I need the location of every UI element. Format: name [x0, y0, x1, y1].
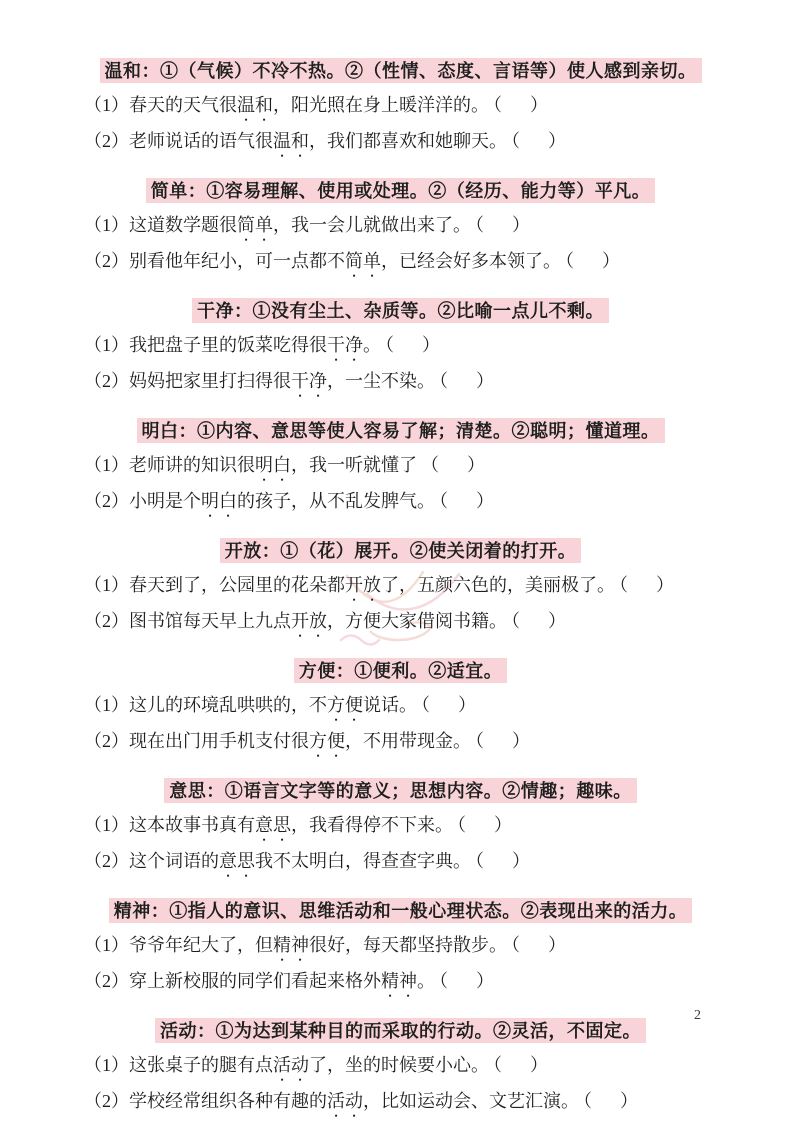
answer-blank: （ ） [421, 455, 490, 475]
sentence-text: 我把盘子里的饭菜吃得很 [129, 335, 327, 355]
sentence-text: 别看他年纪小，可一点都不 [129, 251, 345, 271]
emphasized-word: 干净 [327, 335, 363, 355]
sentence-line [84, 1049, 717, 1085]
sentence-line [84, 809, 717, 845]
answer-blank: （ ） [457, 815, 517, 835]
emphasized-word: 意思 [219, 851, 255, 871]
sentence-number: （1） [84, 935, 129, 955]
answer-blank: （ ） [511, 611, 571, 631]
sections-container [84, 57, 717, 1122]
answer-blank: （ ） [511, 131, 571, 151]
sentence-text: 小明是个 [129, 491, 201, 511]
sentence-text: 了，五颜六色的，美丽极了。 [381, 575, 615, 595]
definition-header-row [84, 537, 717, 567]
emphasized-word: 活动 [273, 1055, 309, 1075]
sentence-text: 学校经常组织各种有趣的 [129, 1091, 327, 1111]
word-section [84, 537, 717, 641]
sentence-number: （1） [84, 215, 129, 235]
sentence-text: 现在出门用手机支付很 [129, 731, 309, 751]
word-section [84, 1017, 717, 1121]
answer-blank: （ ） [475, 851, 535, 871]
word-section [84, 777, 717, 881]
emphasized-word: 精神 [273, 935, 309, 955]
word-section [84, 897, 717, 1001]
answer-blank: （ ） [439, 971, 499, 991]
definition-header-row [84, 417, 717, 447]
answer-blank: （ ） [421, 695, 481, 715]
sentence-line [84, 245, 717, 281]
sentence-text: 很好，每天都坚持散步。 [309, 935, 507, 955]
answer-blank: （ ） [565, 251, 625, 271]
sentence-number: （1） [84, 815, 129, 835]
definition-header-row [84, 657, 717, 687]
word-section [84, 417, 717, 521]
sentence-line [84, 329, 717, 365]
sentence-number: （2） [84, 611, 129, 631]
sentence-text: 这个词语的 [129, 851, 219, 871]
definition-header: 精神：①指人的意识、思维活动和一般心理状态。②表现出来的活力。 [109, 898, 693, 923]
sentence-text: ，我一听就懂了 [291, 455, 417, 475]
answer-blank: （ ） [493, 95, 553, 115]
answer-blank: （ ） [475, 731, 535, 751]
sentence-text: ，一尘不染。 [327, 371, 435, 391]
word-section [84, 657, 717, 761]
definition-header-row [84, 57, 717, 87]
sentence-number: （1） [84, 1055, 129, 1075]
definition-header-row [84, 897, 717, 927]
sentence-text: 这本故事书真有 [129, 815, 255, 835]
sentence-line [84, 569, 717, 605]
sentence-text: 我不太明白，得查查字典。 [255, 851, 471, 871]
emphasized-word: 明白 [255, 455, 291, 475]
sentence-number: （1） [84, 335, 129, 355]
emphasized-word: 干净 [291, 371, 327, 391]
sentence-text: 这道数学题很 [129, 215, 237, 235]
emphasized-word: 简单 [345, 251, 381, 271]
emphasized-word: 简单 [237, 215, 273, 235]
page-number: 2 [694, 1008, 701, 1023]
sentence-number: （2） [84, 491, 129, 511]
sentence-text: ，不用带现金。 [345, 731, 471, 751]
sentence-line [84, 725, 717, 761]
sentence-number: （2） [84, 851, 129, 871]
word-section [84, 57, 717, 161]
sentence-number: （2） [84, 731, 129, 751]
sentence-text: 。 [417, 971, 435, 991]
sentence-text: ，比如运动会、文艺汇演。 [363, 1091, 579, 1111]
answer-blank: （ ） [439, 491, 499, 511]
emphasized-word: 明白 [201, 491, 237, 511]
sentence-text: ，我看得停不下来。 [291, 815, 453, 835]
sentence-text: 妈妈把家里打扫得很 [129, 371, 291, 391]
sentence-text: 这儿的环境乱哄哄的，不 [129, 695, 327, 715]
answer-blank: （ ） [619, 575, 679, 595]
sentence-number: （2） [84, 251, 129, 271]
definition-header: 干净：①没有尘土、杂质等。②比喻一点儿不剩。 [192, 298, 609, 323]
sentence-number: （2） [84, 1091, 129, 1111]
definition-header: 简单：①容易理解、使用或处理。②（经历、能力等）平凡。 [146, 178, 656, 203]
definition-header: 开放：①（花）展开。②使关闭着的打开。 [220, 538, 582, 563]
emphasized-word: 温和 [273, 131, 309, 151]
sentence-text: ，已经会好多本领了。 [381, 251, 561, 271]
definition-header: 意思：①语言文字等的意义；思想内容。②情趣；趣味。 [164, 778, 637, 803]
emphasized-word: 开放 [291, 611, 327, 631]
sentence-number: （1） [84, 575, 129, 595]
emphasized-word: 开放 [345, 575, 381, 595]
sentence-text: 的孩子，从不乱发脾气。 [237, 491, 435, 511]
definition-header-row [84, 777, 717, 807]
answer-blank: （ ） [475, 215, 535, 235]
sentence-number: （1） [84, 695, 129, 715]
emphasized-word: 精神 [381, 971, 417, 991]
sentence-line [84, 965, 717, 1001]
sentence-line [84, 89, 717, 125]
word-section [84, 177, 717, 281]
emphasized-word: 温和 [237, 95, 273, 115]
answer-blank: （ ） [385, 335, 445, 355]
definition-header-row [84, 1017, 717, 1047]
sentence-line [84, 485, 717, 521]
sentence-number: （2） [84, 371, 129, 391]
answer-blank: （ ） [583, 1091, 643, 1111]
sentence-text: 图书馆每天早上九点 [129, 611, 291, 631]
sentence-line [84, 605, 717, 641]
emphasized-word: 意思 [255, 815, 291, 835]
definition-header: 方便：①便利。②适宜。 [294, 658, 508, 683]
sentence-text: ，我一会儿就做出来了。 [273, 215, 471, 235]
sentence-text: 这张桌子的腿有点 [129, 1055, 273, 1075]
emphasized-word: 活动 [327, 1091, 363, 1111]
sentence-line [84, 845, 717, 881]
emphasized-word: 方便 [309, 731, 345, 751]
emphasized-word: 方便 [327, 695, 363, 715]
sentence-text: 穿上新校服的同学们看起来格外 [129, 971, 381, 991]
sentence-text: 了，坐的时候要小心。 [309, 1055, 489, 1075]
sentence-line [84, 365, 717, 401]
sentence-text: ，我们都喜欢和她聊天。 [309, 131, 507, 151]
definition-header: 活动：①为达到某种目的而采取的行动。②灵活，不固定。 [155, 1018, 646, 1043]
sentence-number: （2） [84, 971, 129, 991]
sentence-text: 爷爷年纪大了，但 [129, 935, 273, 955]
definition-header: 明白：①内容、意思等使人容易了解；清楚。②聪明；懂道理。 [137, 418, 665, 443]
answer-blank: （ ） [493, 1055, 553, 1075]
sentence-line [84, 929, 717, 965]
sentence-line [84, 125, 717, 161]
sentence-text: 老师讲的知识很 [129, 455, 255, 475]
sentence-text: ，阳光照在身上暖洋洋的。 [273, 95, 489, 115]
sentence-line [84, 449, 717, 485]
sentence-line [84, 1085, 717, 1121]
sentence-line [84, 689, 717, 725]
sentence-line [84, 209, 717, 245]
sentence-number: （1） [84, 95, 129, 115]
sentence-text: 老师说话的语气很 [129, 131, 273, 151]
answer-blank: （ ） [439, 371, 499, 391]
definition-header: 温和：①（气候）不冷不热。②（性情、态度、言语等）使人感到亲切。 [100, 58, 702, 83]
sentence-text: ，方便大家借阅书籍。 [327, 611, 507, 631]
definition-header-row [84, 177, 717, 207]
sentence-text: 。 [363, 335, 381, 355]
word-section [84, 297, 717, 401]
answer-blank: （ ） [511, 935, 571, 955]
sentence-number: （1） [84, 455, 129, 475]
sentence-text: 说话。 [363, 695, 417, 715]
definition-header-row [84, 297, 717, 327]
sentence-text: 春天到了，公园里的花朵都 [129, 575, 345, 595]
sentence-number: （2） [84, 131, 129, 151]
sentence-text: 春天的天气很 [129, 95, 237, 115]
